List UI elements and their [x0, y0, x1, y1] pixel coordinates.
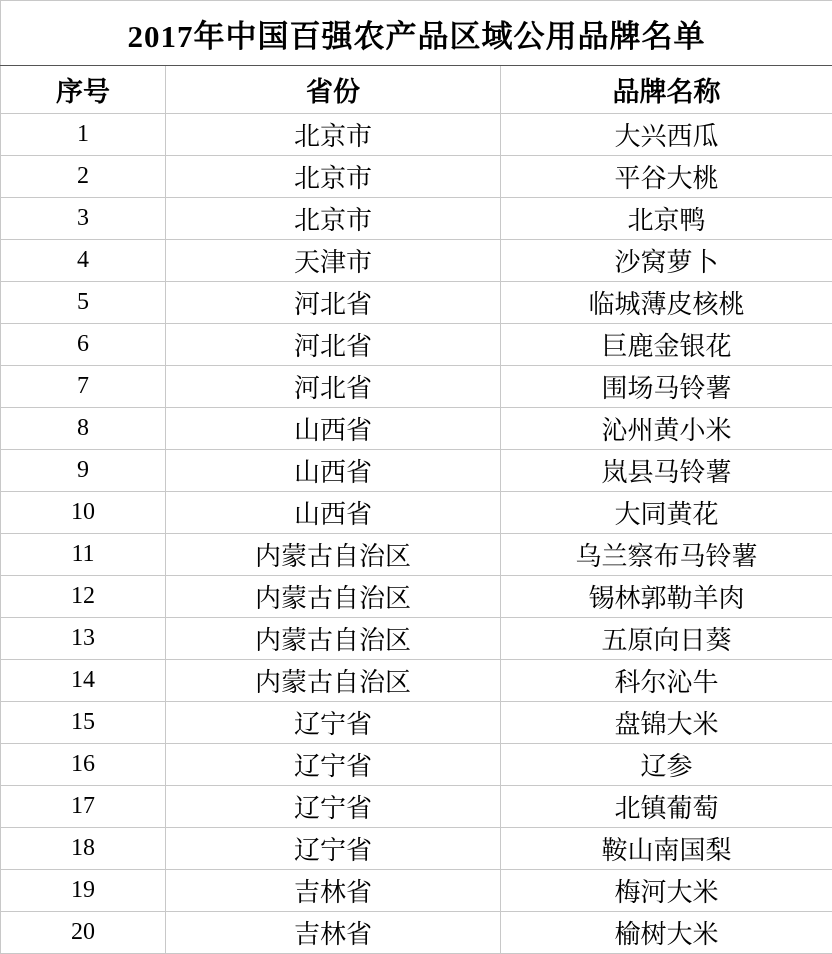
cell-index: 17: [1, 786, 166, 828]
cell-brand: 围场马铃薯: [501, 366, 832, 408]
cell-brand: 五原向日葵: [501, 618, 832, 660]
table-row: [1, 618, 832, 660]
cell-index: 6: [1, 324, 166, 366]
cell-province: 辽宁省: [166, 702, 501, 744]
cell-brand: 平谷大桃: [501, 156, 832, 198]
cell-province: 吉林省: [166, 870, 501, 912]
cell-index: 5: [1, 282, 166, 324]
cell-brand: 巨鹿金银花: [501, 324, 832, 366]
table-row: [1, 828, 832, 870]
table-row: [1, 492, 832, 534]
cell-province: 辽宁省: [166, 744, 501, 786]
cell-index: 3: [1, 198, 166, 240]
cell-index: 12: [1, 576, 166, 618]
cell-index: 13: [1, 618, 166, 660]
cell-province: 山西省: [166, 492, 501, 534]
cell-index: 16: [1, 744, 166, 786]
cell-province: 天津市: [166, 240, 501, 282]
table-row: [1, 408, 832, 450]
column-header-index: 序号: [1, 66, 166, 114]
cell-province: 山西省: [166, 450, 501, 492]
cell-index: 14: [1, 660, 166, 702]
table-header-row: [1, 66, 832, 114]
table-row: [1, 786, 832, 828]
cell-province: 河北省: [166, 366, 501, 408]
cell-province: 吉林省: [166, 912, 501, 954]
cell-province: 辽宁省: [166, 828, 501, 870]
table-row: [1, 576, 832, 618]
table-row: [1, 870, 832, 912]
cell-index: 7: [1, 366, 166, 408]
cell-index: 15: [1, 702, 166, 744]
cell-brand: 梅河大米: [501, 870, 832, 912]
cell-brand: 榆树大米: [501, 912, 832, 954]
cell-province: 河北省: [166, 324, 501, 366]
cell-province: 内蒙古自治区: [166, 660, 501, 702]
cell-index: 9: [1, 450, 166, 492]
cell-index: 19: [1, 870, 166, 912]
table-row: [1, 912, 832, 954]
cell-province: 北京市: [166, 114, 501, 156]
table-row: [1, 534, 832, 576]
cell-brand: 北京鸭: [501, 198, 832, 240]
table-row: [1, 660, 832, 702]
table-row: [1, 282, 832, 324]
cell-index: 1: [1, 114, 166, 156]
cell-index: 18: [1, 828, 166, 870]
cell-brand: 盘锦大米: [501, 702, 832, 744]
table-row: [1, 240, 832, 282]
cell-index: 2: [1, 156, 166, 198]
cell-province: 北京市: [166, 156, 501, 198]
cell-brand: 乌兰察布马铃薯: [501, 534, 832, 576]
table-row: [1, 114, 832, 156]
table-row: [1, 450, 832, 492]
cell-index: 4: [1, 240, 166, 282]
column-header-province: 省份: [166, 66, 501, 114]
cell-province: 内蒙古自治区: [166, 576, 501, 618]
table-row: [1, 156, 832, 198]
table-row: [1, 366, 832, 408]
cell-brand: 辽参: [501, 744, 832, 786]
cell-brand: 沙窝萝卜: [501, 240, 832, 282]
cell-brand: 锡林郭勒羊肉: [501, 576, 832, 618]
cell-index: 8: [1, 408, 166, 450]
cell-province: 内蒙古自治区: [166, 618, 501, 660]
cell-province: 辽宁省: [166, 786, 501, 828]
cell-index: 10: [1, 492, 166, 534]
cell-index: 20: [1, 912, 166, 954]
page-title: 2017年中国百强农产品区域公用品牌名单: [1, 1, 832, 66]
table-row: [1, 702, 832, 744]
table-row: [1, 198, 832, 240]
cell-brand: 科尔沁牛: [501, 660, 832, 702]
table-title-row: [1, 1, 832, 66]
cell-index: 11: [1, 534, 166, 576]
table-row: [1, 324, 832, 366]
cell-brand: 北镇葡萄: [501, 786, 832, 828]
cell-province: 北京市: [166, 198, 501, 240]
cell-province: 内蒙古自治区: [166, 534, 501, 576]
cell-province: 河北省: [166, 282, 501, 324]
cell-brand: 临城薄皮核桃: [501, 282, 832, 324]
cell-brand: 大兴西瓜: [501, 114, 832, 156]
cell-brand: 大同黄花: [501, 492, 832, 534]
table-row: [1, 744, 832, 786]
cell-brand: 沁州黄小米: [501, 408, 832, 450]
column-header-brand: 品牌名称: [501, 66, 832, 114]
cell-brand: 鞍山南国梨: [501, 828, 832, 870]
cell-province: 山西省: [166, 408, 501, 450]
cell-brand: 岚县马铃薯: [501, 450, 832, 492]
